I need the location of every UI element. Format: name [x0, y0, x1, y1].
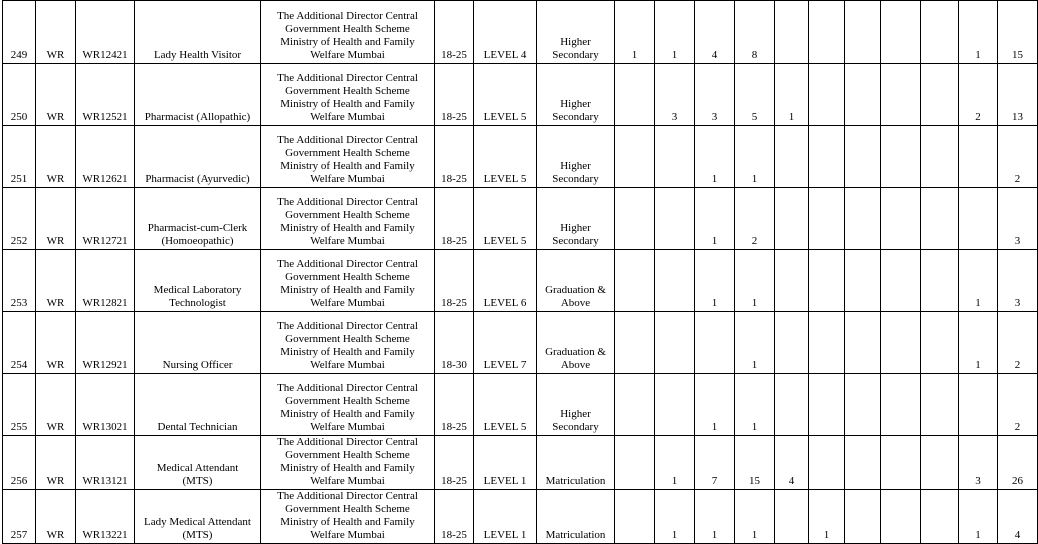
- serial-number-cell: 253: [3, 250, 36, 312]
- serial-number-cell: 249: [3, 1, 36, 64]
- total-cell: 13: [998, 64, 1038, 126]
- post-name-cell: Pharmacist (Allopathic): [135, 64, 261, 126]
- post-code-cell: WR12421: [76, 1, 135, 64]
- vacancy-cell: [615, 188, 655, 250]
- age-limit-cell: 18-25: [435, 64, 474, 126]
- vacancy-cell: [615, 64, 655, 126]
- vacancy-cell: 1: [735, 312, 775, 374]
- vacancy-table: [2, 0, 1038, 544]
- qualification-cell: Graduation & Above: [537, 312, 615, 374]
- vacancy-cell: [615, 126, 655, 188]
- table-row: [3, 312, 1038, 374]
- zone-cell: WR: [36, 374, 76, 436]
- vacancy-cell: [775, 188, 809, 250]
- vacancy-cell: [921, 64, 959, 126]
- qualification-cell: Higher Secondary: [537, 64, 615, 126]
- vacancy-cell: 1: [959, 490, 998, 544]
- vacancy-cell: [845, 188, 881, 250]
- serial-number-cell: 250: [3, 64, 36, 126]
- table-row: [3, 250, 1038, 312]
- vacancy-cell: 3: [695, 64, 735, 126]
- age-limit-cell: 18-25: [435, 188, 474, 250]
- post-code-cell: WR12821: [76, 250, 135, 312]
- vacancy-cell: [881, 374, 921, 436]
- vacancy-cell: [775, 250, 809, 312]
- age-limit-cell: 18-25: [435, 126, 474, 188]
- total-cell: 3: [998, 188, 1038, 250]
- total-cell: 2: [998, 312, 1038, 374]
- post-code-cell: WR13021: [76, 374, 135, 436]
- table-row: [3, 1, 1038, 64]
- post-name-cell: Lady Health Visitor: [135, 1, 261, 64]
- table-row: [3, 126, 1038, 188]
- office-cell: The Additional Director Central Government Health Scheme Ministry of Health and Family Welfare Mumbai: [261, 490, 435, 544]
- vacancy-cell: 1: [959, 312, 998, 374]
- vacancy-cell: [845, 250, 881, 312]
- post-name-cell: Medical Laboratory Technologist: [135, 250, 261, 312]
- vacancy-cell: [655, 188, 695, 250]
- post-name-cell: Lady Medical Attendant (MTS): [135, 490, 261, 544]
- office-cell: The Additional Director Central Government Health Scheme Ministry of Health and Family Welfare Mumbai: [261, 188, 435, 250]
- vacancy-cell: [881, 64, 921, 126]
- vacancy-cell: 15: [735, 436, 775, 490]
- vacancy-cell: [655, 126, 695, 188]
- age-limit-cell: 18-25: [435, 374, 474, 436]
- serial-number-cell: 255: [3, 374, 36, 436]
- vacancy-cell: 4: [775, 436, 809, 490]
- vacancy-cell: [615, 250, 655, 312]
- vacancy-cell: 8: [735, 1, 775, 64]
- vacancy-cell: [921, 188, 959, 250]
- total-cell: 3: [998, 250, 1038, 312]
- post-code-cell: WR12521: [76, 64, 135, 126]
- vacancy-cell: [615, 436, 655, 490]
- vacancy-cell: 5: [735, 64, 775, 126]
- age-limit-cell: 18-30: [435, 312, 474, 374]
- post-name-cell: Dental Technician: [135, 374, 261, 436]
- vacancy-cell: 1: [695, 126, 735, 188]
- vacancy-cell: [809, 188, 845, 250]
- office-cell: The Additional Director Central Government Health Scheme Ministry of Health and Family Welfare Mumbai: [261, 312, 435, 374]
- total-cell: 2: [998, 126, 1038, 188]
- vacancy-cell: 1: [695, 250, 735, 312]
- qualification-cell: Higher Secondary: [537, 188, 615, 250]
- post-code-cell: WR12621: [76, 126, 135, 188]
- post-name-cell: Pharmacist-cum-Clerk (Homoeopathic): [135, 188, 261, 250]
- total-cell: 26: [998, 436, 1038, 490]
- vacancy-cell: 1: [655, 1, 695, 64]
- office-cell: The Additional Director Central Government Health Scheme Ministry of Health and Family Welfare Mumbai: [261, 436, 435, 490]
- office-cell: The Additional Director Central Government Health Scheme Ministry of Health and Family Welfare Mumbai: [261, 64, 435, 126]
- vacancy-cell: 1: [735, 374, 775, 436]
- post-code-cell: WR13121: [76, 436, 135, 490]
- qualification-cell: Higher Secondary: [537, 126, 615, 188]
- vacancy-cell: [921, 374, 959, 436]
- qualification-cell: Higher Secondary: [537, 374, 615, 436]
- vacancy-cell: [959, 126, 998, 188]
- table-row: [3, 188, 1038, 250]
- vacancy-cell: [655, 374, 695, 436]
- table-row: [3, 374, 1038, 436]
- vacancy-cell: [959, 374, 998, 436]
- pay-level-cell: LEVEL 5: [474, 126, 537, 188]
- vacancy-cell: 1: [615, 1, 655, 64]
- serial-number-cell: 251: [3, 126, 36, 188]
- vacancy-cell: [845, 436, 881, 490]
- vacancy-cell: [809, 126, 845, 188]
- vacancy-cell: [881, 250, 921, 312]
- qualification-cell: Matriculation: [537, 436, 615, 490]
- vacancy-cell: 1: [735, 126, 775, 188]
- vacancy-cell: [921, 436, 959, 490]
- vacancy-cell: [809, 64, 845, 126]
- vacancy-cell: [655, 250, 695, 312]
- pay-level-cell: LEVEL 7: [474, 312, 537, 374]
- vacancy-cell: 1: [809, 490, 845, 544]
- vacancy-cell: [921, 490, 959, 544]
- vacancy-cell: [845, 490, 881, 544]
- vacancy-cell: [695, 312, 735, 374]
- vacancy-cell: [845, 312, 881, 374]
- vacancy-cell: [881, 126, 921, 188]
- vacancy-cell: 1: [959, 250, 998, 312]
- vacancy-cell: [809, 436, 845, 490]
- pay-level-cell: LEVEL 1: [474, 490, 537, 544]
- vacancy-cell: 1: [655, 490, 695, 544]
- vacancy-cell: 1: [959, 1, 998, 64]
- serial-number-cell: 252: [3, 188, 36, 250]
- vacancy-cell: [775, 490, 809, 544]
- vacancy-cell: 3: [655, 64, 695, 126]
- office-cell: The Additional Director Central Government Health Scheme Ministry of Health and Family Welfare Mumbai: [261, 1, 435, 64]
- total-cell: 15: [998, 1, 1038, 64]
- vacancy-cell: [775, 126, 809, 188]
- vacancy-cell: [615, 374, 655, 436]
- vacancy-cell: 1: [775, 64, 809, 126]
- vacancy-cell: 3: [959, 436, 998, 490]
- serial-number-cell: 257: [3, 490, 36, 544]
- post-name-cell: Nursing Officer: [135, 312, 261, 374]
- zone-cell: WR: [36, 250, 76, 312]
- zone-cell: WR: [36, 1, 76, 64]
- pay-level-cell: LEVEL 1: [474, 436, 537, 490]
- vacancy-cell: [845, 64, 881, 126]
- pay-level-cell: LEVEL 5: [474, 64, 537, 126]
- vacancy-cell: 1: [655, 436, 695, 490]
- vacancy-cell: [809, 1, 845, 64]
- vacancy-cell: [921, 312, 959, 374]
- vacancy-cell: 2: [735, 188, 775, 250]
- post-code-cell: WR13221: [76, 490, 135, 544]
- vacancy-cell: [809, 374, 845, 436]
- qualification-cell: Higher Secondary: [537, 1, 615, 64]
- zone-cell: WR: [36, 436, 76, 490]
- vacancy-cell: [655, 312, 695, 374]
- age-limit-cell: 18-25: [435, 436, 474, 490]
- pay-level-cell: LEVEL 4: [474, 1, 537, 64]
- vacancy-cell: [845, 126, 881, 188]
- vacancy-cell: [921, 1, 959, 64]
- vacancy-cell: [615, 490, 655, 544]
- vacancy-cell: 1: [695, 188, 735, 250]
- post-name-cell: Medical Attendant (MTS): [135, 436, 261, 490]
- serial-number-cell: 254: [3, 312, 36, 374]
- zone-cell: WR: [36, 490, 76, 544]
- age-limit-cell: 18-25: [435, 490, 474, 544]
- zone-cell: WR: [36, 64, 76, 126]
- serial-number-cell: 256: [3, 436, 36, 490]
- vacancy-cell: [881, 490, 921, 544]
- pay-level-cell: LEVEL 5: [474, 374, 537, 436]
- age-limit-cell: 18-25: [435, 250, 474, 312]
- vacancy-cell: [881, 188, 921, 250]
- age-limit-cell: 18-25: [435, 1, 474, 64]
- vacancy-cell: [775, 312, 809, 374]
- office-cell: The Additional Director Central Government Health Scheme Ministry of Health and Family Welfare Mumbai: [261, 126, 435, 188]
- vacancy-cell: [921, 250, 959, 312]
- vacancy-cell: 1: [735, 490, 775, 544]
- zone-cell: WR: [36, 188, 76, 250]
- vacancy-cell: 1: [695, 490, 735, 544]
- post-code-cell: WR12721: [76, 188, 135, 250]
- pay-level-cell: LEVEL 6: [474, 250, 537, 312]
- vacancy-cell: [921, 126, 959, 188]
- vacancy-cell: 1: [695, 374, 735, 436]
- office-cell: The Additional Director Central Government Health Scheme Ministry of Health and Family Welfare Mumbai: [261, 374, 435, 436]
- table-row: [3, 490, 1038, 544]
- table-row: [3, 64, 1038, 126]
- vacancy-cell: 2: [959, 64, 998, 126]
- qualification-cell: Graduation & Above: [537, 250, 615, 312]
- post-name-cell: Pharmacist (Ayurvedic): [135, 126, 261, 188]
- vacancy-cell: [881, 312, 921, 374]
- qualification-cell: Matriculation: [537, 490, 615, 544]
- vacancy-cell: [881, 1, 921, 64]
- zone-cell: WR: [36, 312, 76, 374]
- vacancy-cell: [845, 1, 881, 64]
- total-cell: 2: [998, 374, 1038, 436]
- vacancy-cell: 1: [735, 250, 775, 312]
- vacancy-cell: 7: [695, 436, 735, 490]
- post-code-cell: WR12921: [76, 312, 135, 374]
- vacancy-cell: [615, 312, 655, 374]
- zone-cell: WR: [36, 126, 76, 188]
- vacancy-cell: [881, 436, 921, 490]
- vacancy-cell: [775, 374, 809, 436]
- vacancy-cell: [845, 374, 881, 436]
- pay-level-cell: LEVEL 5: [474, 188, 537, 250]
- office-cell: The Additional Director Central Government Health Scheme Ministry of Health and Family Welfare Mumbai: [261, 250, 435, 312]
- table-row: [3, 436, 1038, 490]
- vacancy-cell: 4: [695, 1, 735, 64]
- vacancy-cell: [809, 312, 845, 374]
- vacancy-cell: [809, 250, 845, 312]
- vacancy-cell: [775, 1, 809, 64]
- vacancy-cell: [959, 188, 998, 250]
- total-cell: 4: [998, 490, 1038, 544]
